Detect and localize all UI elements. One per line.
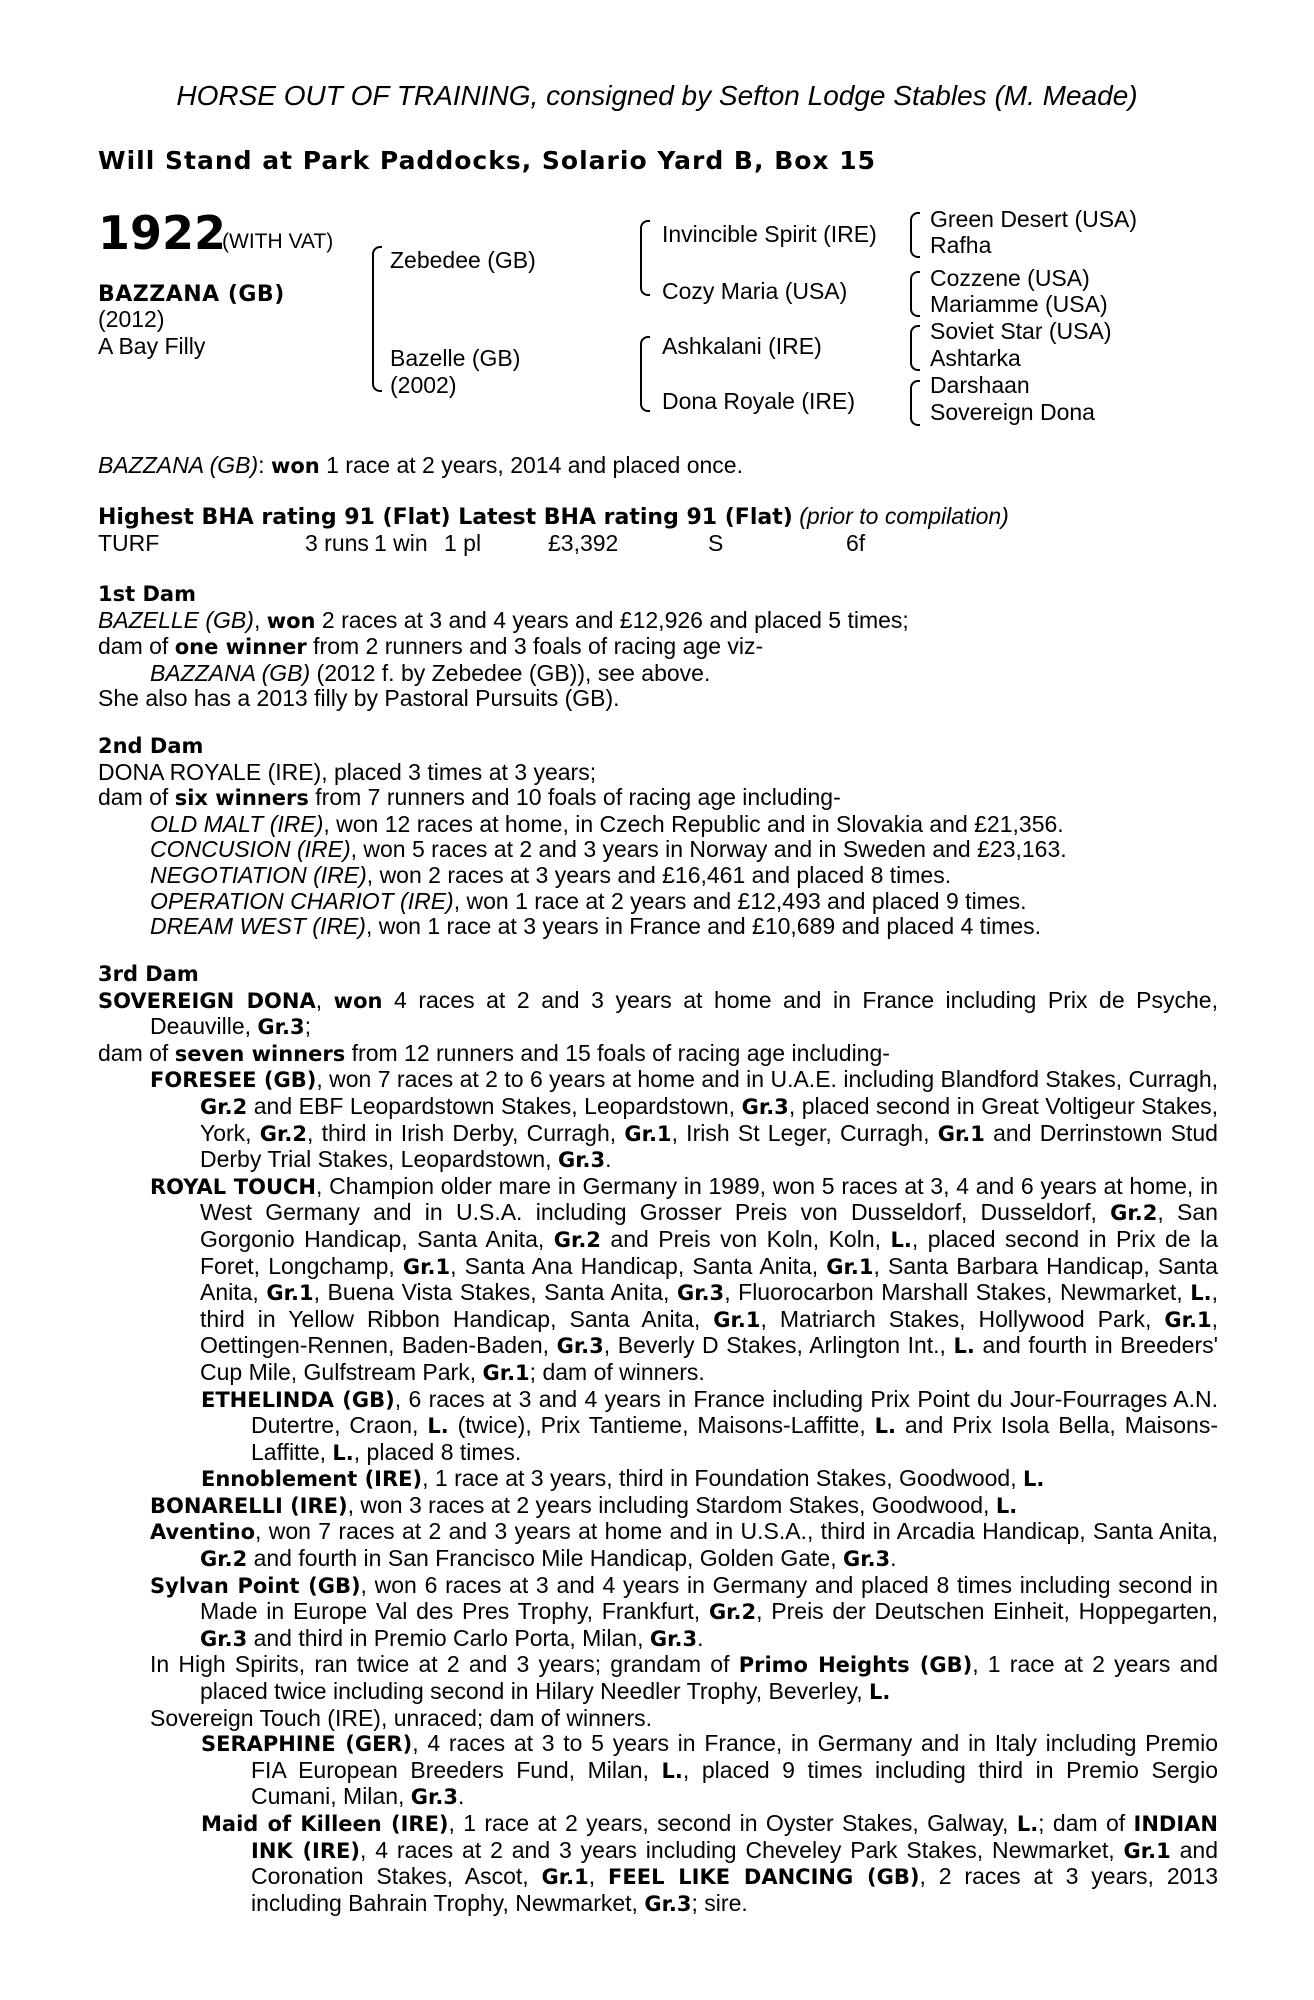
pedigree-brace <box>910 325 920 371</box>
first-dam-section <box>98 582 1218 712</box>
produce-entry: DREAM WEST (IRE), won 1 race at 3 years in France and £10,689 and placed 4 times. <box>150 913 1042 940</box>
race-summary: BAZZANA (GB): won 1 race at 2 years, 2014 and placed once. <box>98 452 743 478</box>
pedigree-dsd: Ashtarka <box>930 345 1021 371</box>
dam-record: BAZELLE (GB), won 2 races at 3 and 4 years and £12,926 and placed 5 times; <box>98 606 909 633</box>
pedigree-sss: Green Desert (USA) <box>930 206 1138 232</box>
pedigree-brace <box>910 271 920 317</box>
vat-note: (WITH VAT) <box>222 230 334 253</box>
pedigree-sire-dam: Cozy Maria (USA) <box>662 278 848 304</box>
pedigree-brace <box>910 212 920 258</box>
pedigree-dam-dam: Dona Royale (IRE) <box>662 388 856 414</box>
produce-entry: Sylvan Point (GB), won 6 races at 3 and 4 years in Germany and placed 8 times including second in Made in Europe Val des Pres Trophy, Frankfurt, Gr.2, Preis der Deutschen Einheit, Hoppegarten, Gr.3 and third in Premio Carlo Porta, Milan, Gr.3. <box>150 1571 1218 1651</box>
location-line: Will Stand at Park Paddocks, Solario Yard B, Box 15 <box>98 146 877 175</box>
pedigree-brace <box>372 246 382 392</box>
third-dam-section <box>98 962 1218 1917</box>
produce-entry: OPERATION CHARIOT (IRE), won 1 race at 2 years and £12,493 and placed 9 times. <box>150 887 1027 914</box>
produce-entry: BONARELLI (IRE), won 3 races at 2 years including Stardom Stakes, Goodwood, L. <box>150 1491 1018 1518</box>
produce-entry: Ennoblement (IRE), 1 race at 3 years, third in Foundation Stakes, Goodwood, L. <box>201 1465 1045 1492</box>
produce-entry: FORESEE (GB), won 7 races at 2 to 6 years at home and in U.A.E. including Blandford Stakes, Curragh, Gr.2 and EBF Leopardstown Stakes, Leopardstown, Gr.3, placed second in Great Voltigeur Stakes, York, Gr.2, third in Irish Derby, Curragh, Gr.1, Irish St Leger, Curragh, Gr.1 and Derrinstown Stud Derby Trial Stakes, Leopardstown, Gr.3. <box>150 1066 1219 1173</box>
pedigree-sire: Zebedee (GB) <box>390 247 536 273</box>
pedigree-dam-year: (2002) <box>390 372 457 398</box>
dam-produce-summary: dam of six winners from 7 runners and 10 foals of racing age including- <box>98 784 841 811</box>
pedigree-dds: Darshaan <box>930 372 1030 398</box>
lot-number: 1922 <box>98 206 227 260</box>
pedigree-dam: Bazelle (GB) <box>390 345 521 371</box>
produce-entry: ETHELINDA (GB), 6 races at 3 and 4 years in France including Prix Point du Jour-Fourrages A.N. Dutertre, Craon, L. (twice), Prix Tantieme, Maisons-Laffitte, L. and Prix Isola Bella, Maisons-Laffitte, L., placed 8 times. <box>201 1385 1219 1465</box>
second-dam-section <box>98 734 1218 940</box>
produce-entry: NEGOTIATION (IRE), won 2 races at 3 years and £16,461 and placed 8 times. <box>150 861 952 888</box>
horse-description: A Bay Filly <box>98 333 206 359</box>
pedigree-ddd: Sovereign Dona <box>930 399 1095 425</box>
horse-year: (2012) <box>98 306 165 332</box>
produce-entry: In High Spirits, ran twice at 2 and 3 years; grandam of Primo Heights (GB), 1 race at 2 years and placed twice including second in Hilary Needler Trophy, Beverley, L. <box>150 1651 1218 1705</box>
section-heading: 1st Dam <box>98 582 196 606</box>
produce-entry: Aventino, won 7 races at 2 and 3 years at home and in U.S.A., third in Arcadia Handicap, Santa Anita, Gr.2 and fourth in San Francisco Mile Handicap, Golden Gate, Gr.3. <box>150 1518 1218 1572</box>
pedigree-brace <box>910 380 920 426</box>
pedigree-brace <box>640 336 650 412</box>
pedigree-ssd: Rafha <box>930 232 992 258</box>
produce-note: She also has a 2013 filly by Pastoral Pursuits (GB). <box>98 685 620 712</box>
produce-entry: SERAPHINE (GER), 4 races at 3 to 5 years in France, in Germany and in Italy including Premio FIA European Breeders Fund, Milan, L., placed 9 times including third in Premio Sergio Cumani, Milan, Gr.3. <box>201 1730 1219 1810</box>
produce-entry: ROYAL TOUCH, Champion older mare in Germany in 1989, won 5 races at 3, 4 and 6 years at home, in West Germany and in U.S.A. including Grosser Preis von Dusseldorf, Dusseldorf, Gr.2, San Gorgonio Handicap, Santa Anita, Gr.2 and Preis von Koln, Koln, L., placed second in Prix de la Foret, Longchamp, Gr.1, Santa Ana Handicap, Santa Anita, Gr.1, Santa Barbara Handicap, Santa Anita, Gr.1, Buena Vista Stakes, Santa Anita, Gr.3, Fluorocarbon Marshall Stakes, Newmarket, L., third in Yellow Ribbon Handicap, Santa Anita, Gr.1, Matriarch Stakes, Hollywood Park, Gr.1, Oettingen-Rennen, Baden-Baden, Gr.3, Beverly D Stakes, Arlington Int., L. and fourth in Breeders' Cup Mile, Gulfstream Park, Gr.1; dam of winners. <box>150 1172 1218 1385</box>
pedigree-sds: Cozzene (USA) <box>930 265 1090 291</box>
dam-produce-summary: dam of one winner from 2 runners and 3 foals of racing age viz- <box>98 633 764 660</box>
section-heading: 3rd Dam <box>98 962 199 986</box>
produce-entry: Sovereign Touch (IRE), unraced; dam of winners. <box>150 1704 652 1731</box>
dam-record: DONA ROYALE (IRE), placed 3 times at 3 years; <box>98 758 597 785</box>
produce-entry: Maid of Killeen (IRE), 1 race at 2 years, second in Oyster Stakes, Galway, L.; dam of INDIAN INK (IRE), 4 races at 2 and 3 years including Cheveley Park Stakes, Newmarket, Gr.1 and Coronation Stakes, Ascot, Gr.1, FEEL LIKE DANCING (GB), 2 races at 3 years, 2013 including Bahrain Trophy, Newmarket, Gr.3; sire. <box>201 1810 1219 1916</box>
horse-name: BAZZANA (GB) <box>98 282 285 307</box>
dam-record: SOVEREIGN DONA, won 4 races at 2 and 3 years at home and in France including Prix de Psyche, Deauville, Gr.3; <box>98 986 1218 1040</box>
page-title: HORSE OUT OF TRAINING, consigned by Sefton Lodge Stables (M. Meade) <box>176 80 1138 111</box>
pedigree-sdd: Mariamme (USA) <box>930 291 1108 317</box>
pedigree-sire-sire: Invincible Spirit (IRE) <box>662 221 877 247</box>
section-heading: 2nd Dam <box>98 734 204 758</box>
bha-rating: Highest BHA rating 91 (Flat) Latest BHA rating 91 (Flat) (prior to compilation) <box>98 503 1009 530</box>
pedigree-dam-sire: Ashkalani (IRE) <box>662 333 822 359</box>
produce-entry: BAZZANA (GB) (2012 f. by Zebedee (GB)), see above. <box>150 659 711 686</box>
pedigree-dss: Soviet Star (USA) <box>930 318 1112 344</box>
produce-entry: CONCUSION (IRE), won 5 races at 2 and 3 years in Norway and in Sweden and £23,163. <box>150 836 1067 863</box>
pedigree-brace <box>640 220 650 296</box>
dam-produce-summary: dam of seven winners from 12 runners and 15 foals of racing age including- <box>98 1039 890 1066</box>
produce-entry: OLD MALT (IRE), won 12 races at home, in Czech Republic and in Slovakia and £21,356. <box>150 810 1064 837</box>
